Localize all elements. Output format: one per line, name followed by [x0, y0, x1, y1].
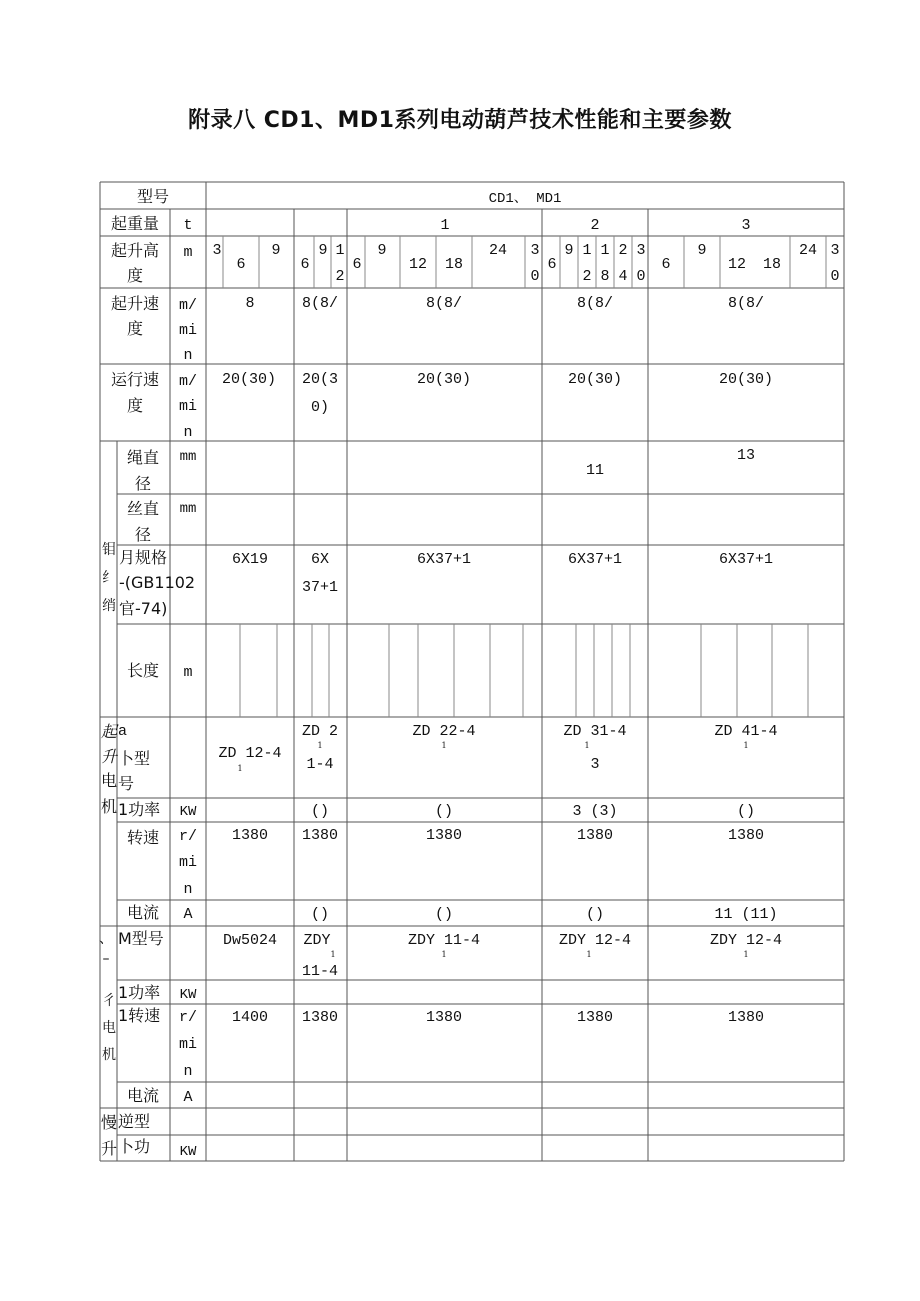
lift-motor-speed-unit: r/: [178, 828, 198, 845]
lift-motor-type-value: ZD 2: [301, 723, 339, 740]
wire-dia-label: 径: [134, 525, 152, 544]
wire-dia-label: 丝直: [126, 499, 160, 518]
load-label: 起重量: [110, 214, 160, 233]
slow-lift-type-label: 逆型: [118, 1112, 151, 1131]
lift-speed-value: 8(8/: [425, 295, 463, 312]
height-value: 4: [618, 268, 628, 285]
subscript-mark: 1: [441, 950, 447, 959]
svg-text:电: 电: [102, 1020, 116, 1036]
height-value: 8: [600, 268, 610, 285]
travel-motor-type-value: 11-4: [301, 963, 339, 980]
height-value: 6: [547, 256, 557, 273]
height-value: 9: [377, 242, 387, 259]
slow-lift-power-unit: KW: [179, 1144, 197, 1160]
svg-text:起: 起: [100, 722, 118, 741]
lift-motor-type-value: ZD 12-4: [218, 745, 282, 762]
lift-motor-current-value: (): [585, 906, 605, 923]
lift-motor-speed-value: 1380: [301, 827, 339, 844]
lift-motor-type-label: 号: [118, 774, 135, 793]
height-value: 1: [582, 242, 592, 259]
subscript-mark: 1: [317, 741, 323, 750]
lift-motor-power-value: (): [434, 803, 454, 820]
lift-speed-label: 起升速: [110, 294, 160, 313]
height-value: 12: [408, 256, 428, 273]
travel-speed-unit: mi: [178, 398, 198, 415]
travel-speed-value: 0): [310, 399, 330, 416]
lift-motor-speed-value: 1380: [727, 827, 765, 844]
lift-speed-value: 8(8/: [301, 295, 339, 312]
lift-motor-group-label: [101, 722, 119, 816]
svg-text:慢: 慢: [100, 1113, 118, 1132]
slow-lift-group-label: [101, 1113, 117, 1158]
lift-speed-value: 8(8/: [576, 295, 614, 312]
height-value: 0: [636, 268, 646, 285]
lift-motor-type-value: ZD 31-4: [563, 723, 627, 740]
height-value: 0: [530, 268, 540, 285]
svg-text:升: 升: [100, 747, 118, 766]
load-value: 3: [741, 217, 751, 234]
subscript-mark: 1: [743, 741, 749, 750]
rope-group-label: [102, 542, 116, 614]
lift-motor-power-value: (): [310, 803, 330, 820]
rope-spec-label: 官-74): [119, 599, 168, 618]
travel-motor-type-label: M型号: [118, 929, 164, 948]
subscript-mark: 1: [330, 950, 336, 959]
lift-height-label: 起升高: [110, 241, 160, 260]
travel-motor-type-value: ZDY 11-4: [407, 932, 481, 949]
height-value: 2: [335, 268, 345, 285]
travel-speed-label: 度: [126, 396, 144, 415]
height-value: 9: [271, 242, 281, 259]
travel-speed-label: 运行速: [110, 370, 160, 389]
height-value: 6: [661, 256, 671, 273]
svg-text:机: 机: [100, 797, 118, 816]
height-value: 3: [830, 242, 840, 259]
rope-spec-value: 6X37+1: [567, 551, 623, 568]
rope-dia-value: 13: [736, 447, 756, 464]
travel-motor-type-value: Dw5024: [222, 932, 278, 949]
lift-motor-speed-label: 转速: [126, 828, 160, 847]
travel-motor-speed-value: 1380: [576, 1009, 614, 1026]
travel-speed-value: 20(30): [567, 371, 623, 388]
svg-text:、: 、: [99, 931, 113, 947]
lift-motor-speed-unit: mi: [178, 854, 198, 871]
lift-motor-speed-value: 1380: [425, 827, 463, 844]
lift-speed-value: 8(8/: [727, 295, 765, 312]
lift-motor-type-label: 卜型: [118, 749, 151, 768]
lift-motor-current-unit: A: [183, 906, 193, 923]
travel-motor-type-value: ZDY 12-4: [558, 932, 632, 949]
travel-motor-speed-value: 1400: [231, 1009, 269, 1026]
wire-dia-unit: mm: [179, 501, 197, 517]
load-value: 1: [440, 217, 450, 234]
rope-spec-value: 37+1: [301, 579, 339, 596]
lift-motor-current-value: (): [310, 906, 330, 923]
rope-spec-label: -(GB1102: [119, 573, 196, 592]
subscript-mark: 1: [441, 741, 447, 750]
rope-length-label: 长度: [126, 661, 160, 680]
lift-motor-type-label: a: [118, 723, 128, 740]
rope-dia-unit: mm: [179, 449, 197, 465]
travel-motor-speed-unit: mi: [178, 1036, 198, 1053]
height-value: 9: [318, 242, 328, 259]
height-value: 2: [582, 268, 592, 285]
rope-dia-label: 径: [134, 474, 152, 493]
load-value: 2: [590, 217, 600, 234]
lift-speed-label: 度: [126, 319, 144, 338]
height-value: 1: [335, 242, 345, 259]
travel-speed-value: 20(3: [301, 371, 339, 388]
travel-speed-value: 20(30): [718, 371, 774, 388]
lift-speed-unit: n: [183, 347, 193, 364]
height-value: 24: [488, 242, 508, 259]
lift-speed-value: 8: [245, 295, 255, 312]
lift-motor-speed-value: 1380: [231, 827, 269, 844]
lift-motor-power-unit: KW: [179, 804, 197, 820]
travel-motor-power-label: 1功率: [118, 983, 161, 1002]
rope-spec-value: 6X: [310, 551, 330, 568]
lift-speed-unit: m/: [178, 297, 198, 314]
rope-spec-value: 6X37+1: [718, 551, 774, 568]
height-value: 18: [762, 256, 782, 273]
height-value: 3: [530, 242, 540, 259]
lift-motor-current-label: 电流: [126, 903, 160, 922]
height-value: 18: [444, 256, 464, 273]
travel-motor-speed-value: 1380: [301, 1009, 339, 1026]
lift-speed-unit: mi: [178, 322, 198, 339]
lift-motor-type-value: 1-4: [306, 756, 334, 773]
svg-text:钼: 钼: [102, 542, 116, 558]
travel-motor-speed-value: 1380: [425, 1009, 463, 1026]
lift-motor-power-value: (): [736, 803, 756, 820]
travel-motor-speed-label: 1转速: [118, 1006, 161, 1025]
height-value: 1: [600, 242, 610, 259]
height-value: 6: [352, 256, 362, 273]
svg-text:升: 升: [100, 1139, 118, 1158]
travel-speed-unit: m/: [178, 373, 198, 390]
height-value: 24: [798, 242, 818, 259]
lift-motor-power-label: 1功率: [118, 800, 161, 819]
lift-height-values: [212, 242, 839, 285]
travel-motor-group-label: [99, 931, 116, 1063]
travel-motor-power-unit: KW: [179, 987, 197, 1003]
svg-text:电: 电: [100, 771, 118, 790]
lift-motor-type-value: ZD 22-4: [412, 723, 476, 740]
height-value: 9: [564, 242, 574, 259]
travel-motor-speed-unit: r/: [178, 1009, 198, 1026]
travel-motor-speed-unit: n: [183, 1063, 193, 1080]
svg-text:机: 机: [102, 1047, 116, 1063]
rope-length-unit: m: [183, 664, 193, 681]
subscript-mark: 1: [237, 764, 243, 773]
slow-lift-power-label: 卜功: [118, 1137, 151, 1156]
lift-motor-speed-value: 1380: [576, 827, 614, 844]
rope-spec-label: 月规格: [119, 548, 168, 567]
model-label: 型号: [136, 187, 170, 206]
lift-motor-current-value: 11 (11): [714, 906, 778, 923]
subscript-mark: 1: [586, 950, 592, 959]
height-value: 3: [636, 242, 646, 259]
lift-motor-speed-unit: n: [183, 881, 193, 898]
height-value: 2: [618, 242, 628, 259]
travel-speed-value: 20(30): [221, 371, 277, 388]
lift-motor-power-value: 3 (3): [572, 803, 618, 820]
subscript-mark: 1: [584, 741, 590, 750]
travel-motor-current-unit: A: [183, 1089, 193, 1106]
svg-text:彳: 彳: [102, 993, 116, 1009]
height-value: 9: [697, 242, 707, 259]
height-value: 6: [300, 256, 310, 273]
svg-text:–: –: [102, 951, 110, 967]
svg-text:纟: 纟: [102, 570, 116, 586]
travel-speed-unit: n: [183, 424, 193, 441]
lift-motor-type-value: ZD 41-4: [714, 723, 778, 740]
lift-motor-current-value: (): [434, 906, 454, 923]
lift-height-unit: m: [183, 244, 193, 261]
travel-speed-value: 20(30): [416, 371, 472, 388]
rope-dia-label: 绳直: [126, 448, 160, 467]
subscript-mark: 1: [743, 950, 749, 959]
svg-text:绡: 绡: [102, 598, 116, 614]
rope-spec-value: 6X37+1: [416, 551, 472, 568]
travel-motor-type-value: ZDY 12-4: [709, 932, 783, 949]
height-value: 12: [727, 256, 747, 273]
travel-motor-speed-value: 1380: [727, 1009, 765, 1026]
height-value: 3: [212, 242, 222, 259]
page-title: 附录八 CD1、MD1系列电动葫芦技术性能和主要参数: [188, 108, 732, 133]
rope-spec-value: 6X19: [231, 551, 269, 568]
rope-dia-value: 11: [585, 462, 605, 479]
height-value: 6: [236, 256, 246, 273]
lift-motor-type-value: 3: [590, 756, 600, 773]
load-unit: t: [183, 217, 193, 234]
travel-motor-type-value: ZDY: [303, 932, 331, 949]
height-value: 0: [830, 268, 840, 285]
lift-height-label: 度: [126, 266, 144, 285]
travel-motor-current-label: 电流: [126, 1086, 160, 1105]
model-value: CD1、 MD1: [488, 191, 562, 207]
